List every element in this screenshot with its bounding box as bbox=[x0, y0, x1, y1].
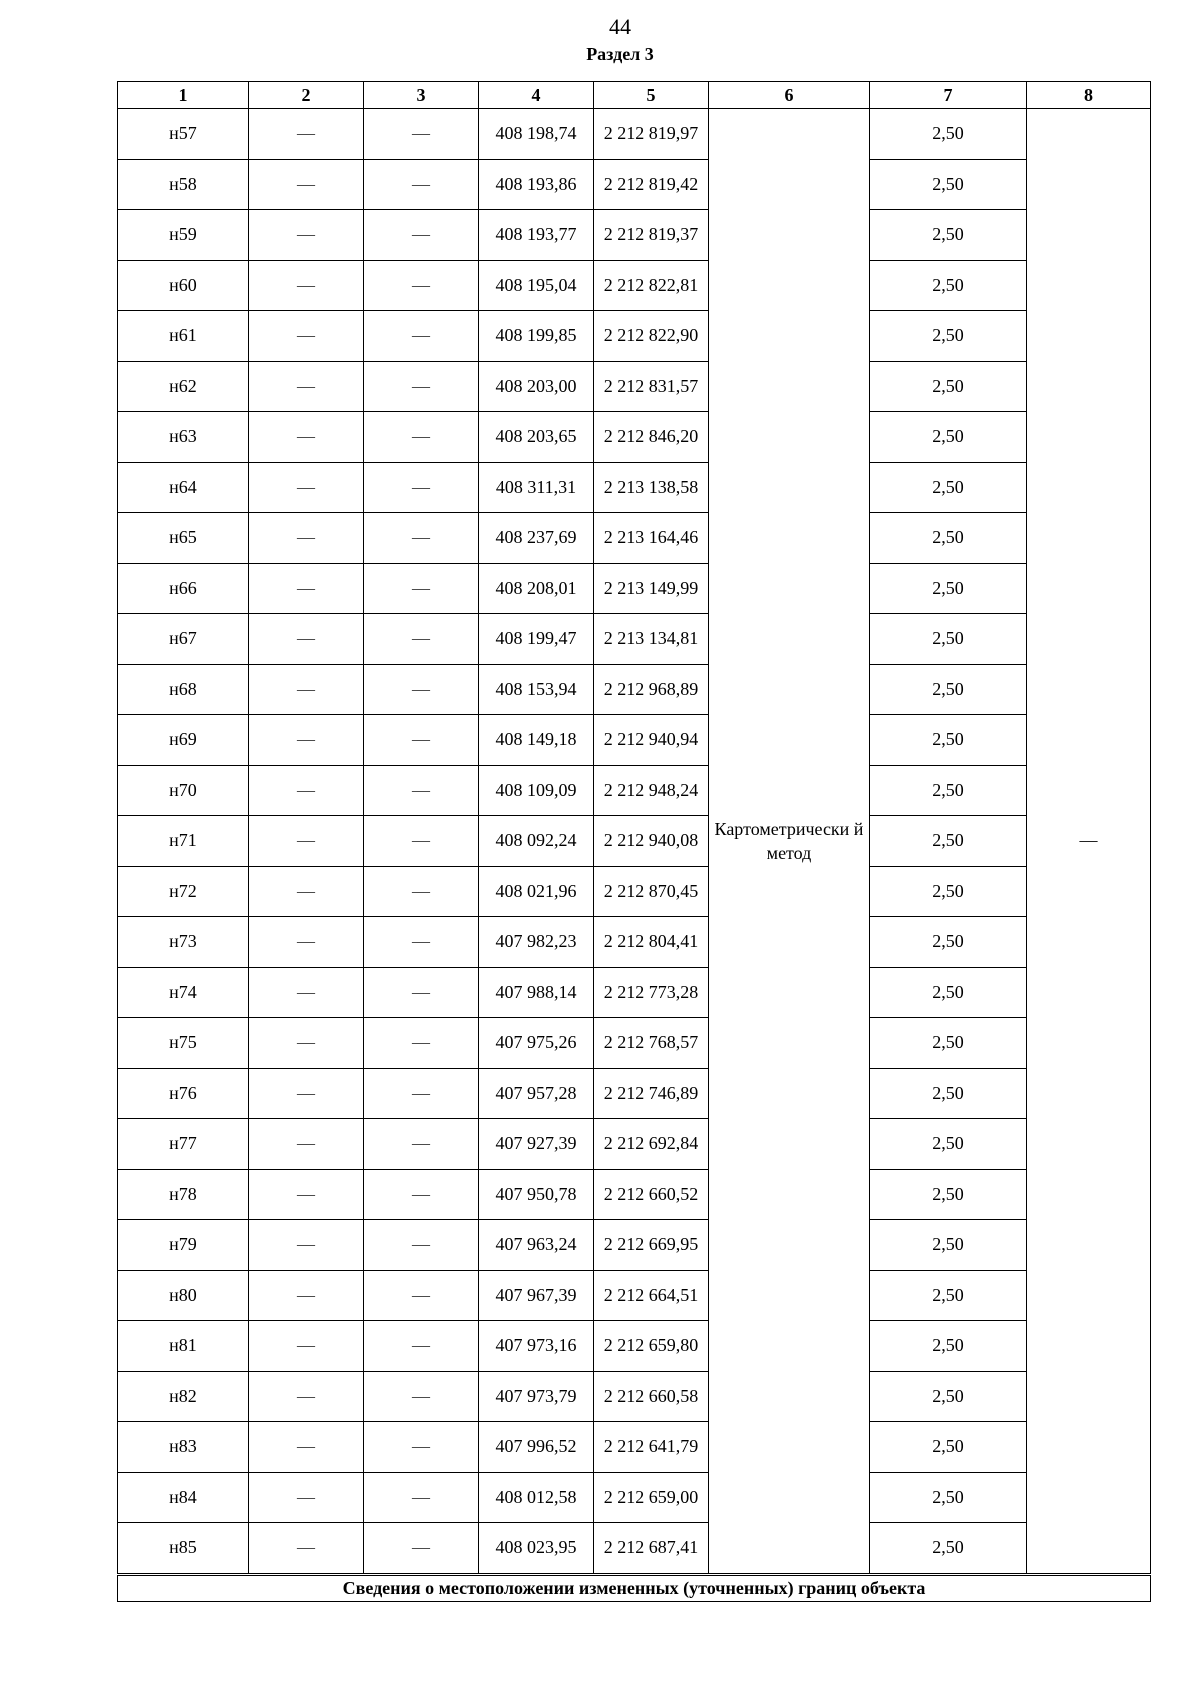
accuracy-cell: 2,50 bbox=[870, 1018, 1027, 1069]
col2-dash-cell: — bbox=[249, 866, 364, 917]
col3-dash-cell: — bbox=[364, 311, 479, 362]
accuracy-cell: 2,50 bbox=[870, 1169, 1027, 1220]
coord-y-cell: 2 212 948,24 bbox=[594, 765, 709, 816]
table-row bbox=[118, 1321, 1151, 1372]
coord-y-cell: 2 212 846,20 bbox=[594, 412, 709, 463]
column-header-4: 4 bbox=[479, 82, 594, 109]
coord-x-cell: 408 311,31 bbox=[479, 462, 594, 513]
col3-dash-cell: — bbox=[364, 563, 479, 614]
point-id-cell: н73 bbox=[118, 917, 249, 968]
coord-y-cell: 2 212 940,94 bbox=[594, 715, 709, 766]
table-row bbox=[118, 361, 1151, 412]
col2-dash-cell: — bbox=[249, 513, 364, 564]
table-row bbox=[118, 1068, 1151, 1119]
col3-dash-cell: — bbox=[364, 361, 479, 412]
col2-dash-cell: — bbox=[249, 109, 364, 160]
coord-x-cell: 408 237,69 bbox=[479, 513, 594, 564]
col3-dash-cell: — bbox=[364, 210, 479, 261]
table-body bbox=[118, 109, 1151, 1575]
accuracy-cell: 2,50 bbox=[870, 967, 1027, 1018]
accuracy-cell: 2,50 bbox=[870, 1270, 1027, 1321]
coordinates-table bbox=[117, 81, 1151, 1602]
accuracy-cell: 2,50 bbox=[870, 866, 1027, 917]
point-id-cell: н67 bbox=[118, 614, 249, 665]
col3-dash-cell: — bbox=[364, 614, 479, 665]
col2-dash-cell: — bbox=[249, 715, 364, 766]
accuracy-cell: 2,50 bbox=[870, 563, 1027, 614]
coord-x-cell: 407 988,14 bbox=[479, 967, 594, 1018]
table-row bbox=[118, 866, 1151, 917]
col3-dash-cell: — bbox=[364, 109, 479, 160]
coord-y-cell: 2 212 940,08 bbox=[594, 816, 709, 867]
table-row bbox=[118, 917, 1151, 968]
coord-x-cell: 407 973,79 bbox=[479, 1371, 594, 1422]
coord-x-cell: 408 109,09 bbox=[479, 765, 594, 816]
col2-dash-cell: — bbox=[249, 1220, 364, 1271]
col2-dash-cell: — bbox=[249, 412, 364, 463]
footer-row bbox=[118, 1574, 1151, 1601]
coord-y-cell: 2 212 819,42 bbox=[594, 159, 709, 210]
accuracy-cell: 2,50 bbox=[870, 1523, 1027, 1575]
header-row bbox=[118, 82, 1151, 109]
table-row bbox=[118, 1220, 1151, 1271]
coord-y-cell: 2 212 768,57 bbox=[594, 1018, 709, 1069]
coord-x-cell: 408 023,95 bbox=[479, 1523, 594, 1575]
col3-dash-cell: — bbox=[364, 1371, 479, 1422]
table-row bbox=[118, 311, 1151, 362]
point-id-cell: н59 bbox=[118, 210, 249, 261]
accuracy-cell: 2,50 bbox=[870, 1472, 1027, 1523]
table-row bbox=[118, 1119, 1151, 1170]
col3-dash-cell: — bbox=[364, 917, 479, 968]
table-row bbox=[118, 1472, 1151, 1523]
coord-y-cell: 2 212 831,57 bbox=[594, 361, 709, 412]
coord-y-cell: 2 212 819,37 bbox=[594, 210, 709, 261]
col2-dash-cell: — bbox=[249, 159, 364, 210]
col3-dash-cell: — bbox=[364, 1321, 479, 1372]
accuracy-cell: 2,50 bbox=[870, 917, 1027, 968]
coord-y-cell: 2 212 822,81 bbox=[594, 260, 709, 311]
coord-y-cell: 2 212 804,41 bbox=[594, 917, 709, 968]
col2-dash-cell: — bbox=[249, 462, 364, 513]
coord-y-cell: 2 212 819,97 bbox=[594, 109, 709, 160]
table-row bbox=[118, 614, 1151, 665]
col2-dash-cell: — bbox=[249, 1270, 364, 1321]
accuracy-cell: 2,50 bbox=[870, 311, 1027, 362]
table-row bbox=[118, 1371, 1151, 1422]
col3-dash-cell: — bbox=[364, 866, 479, 917]
point-id-cell: н82 bbox=[118, 1371, 249, 1422]
accuracy-cell: 2,50 bbox=[870, 765, 1027, 816]
col2-dash-cell: — bbox=[249, 210, 364, 261]
coord-y-cell: 2 212 641,79 bbox=[594, 1422, 709, 1473]
coord-y-cell: 2 212 659,00 bbox=[594, 1472, 709, 1523]
col2-dash-cell: — bbox=[249, 1068, 364, 1119]
coord-x-cell: 407 967,39 bbox=[479, 1270, 594, 1321]
col2-dash-cell: — bbox=[249, 1371, 364, 1422]
section-title: Раздел 3 bbox=[586, 44, 654, 64]
col3-dash-cell: — bbox=[364, 664, 479, 715]
coord-y-cell: 2 212 660,58 bbox=[594, 1371, 709, 1422]
col2-dash-cell: — bbox=[249, 664, 364, 715]
col3-dash-cell: — bbox=[364, 816, 479, 867]
column-header-7: 7 bbox=[870, 82, 1027, 109]
accuracy-cell: 2,50 bbox=[870, 816, 1027, 867]
col3-dash-cell: — bbox=[364, 1018, 479, 1069]
table-row bbox=[118, 816, 1151, 867]
col2-dash-cell: — bbox=[249, 1472, 364, 1523]
point-id-cell: н77 bbox=[118, 1119, 249, 1170]
col3-dash-cell: — bbox=[364, 513, 479, 564]
coord-x-cell: 408 199,47 bbox=[479, 614, 594, 665]
coord-x-cell: 408 193,86 bbox=[479, 159, 594, 210]
coord-x-cell: 408 092,24 bbox=[479, 816, 594, 867]
coord-y-cell: 2 213 164,46 bbox=[594, 513, 709, 564]
coord-x-cell: 408 153,94 bbox=[479, 664, 594, 715]
col3-dash-cell: — bbox=[364, 1119, 479, 1170]
accuracy-cell: 2,50 bbox=[870, 1422, 1027, 1473]
col3-dash-cell: — bbox=[364, 260, 479, 311]
table-row bbox=[118, 967, 1151, 1018]
coord-x-cell: 408 149,18 bbox=[479, 715, 594, 766]
coord-x-cell: 407 973,16 bbox=[479, 1321, 594, 1372]
col3-dash-cell: — bbox=[364, 967, 479, 1018]
accuracy-cell: 2,50 bbox=[870, 664, 1027, 715]
accuracy-cell: 2,50 bbox=[870, 260, 1027, 311]
accuracy-cell: 2,50 bbox=[870, 1220, 1027, 1271]
accuracy-cell: 2,50 bbox=[870, 159, 1027, 210]
col3-dash-cell: — bbox=[364, 1270, 479, 1321]
point-id-cell: н71 bbox=[118, 816, 249, 867]
col2-dash-cell: — bbox=[249, 1119, 364, 1170]
col3-dash-cell: — bbox=[364, 1169, 479, 1220]
point-id-cell: н68 bbox=[118, 664, 249, 715]
col2-dash-cell: — bbox=[249, 917, 364, 968]
coord-y-cell: 2 212 968,89 bbox=[594, 664, 709, 715]
coord-x-cell: 408 012,58 bbox=[479, 1472, 594, 1523]
col2-dash-cell: — bbox=[249, 765, 364, 816]
coord-x-cell: 408 021,96 bbox=[479, 866, 594, 917]
coord-x-cell: 408 203,00 bbox=[479, 361, 594, 412]
coord-y-cell: 2 212 692,84 bbox=[594, 1119, 709, 1170]
table-row bbox=[118, 260, 1151, 311]
table-row bbox=[118, 1523, 1151, 1575]
point-id-cell: н70 bbox=[118, 765, 249, 816]
coord-y-cell: 2 212 660,52 bbox=[594, 1169, 709, 1220]
accuracy-cell: 2,50 bbox=[870, 715, 1027, 766]
accuracy-cell: 2,50 bbox=[870, 1321, 1027, 1372]
col3-dash-cell: — bbox=[364, 1220, 479, 1271]
col2-dash-cell: — bbox=[249, 614, 364, 665]
point-id-cell: н69 bbox=[118, 715, 249, 766]
table-row bbox=[118, 1018, 1151, 1069]
coord-x-cell: 407 927,39 bbox=[479, 1119, 594, 1170]
col2-dash-cell: — bbox=[249, 563, 364, 614]
coord-y-cell: 2 213 149,99 bbox=[594, 563, 709, 614]
coord-x-cell: 407 982,23 bbox=[479, 917, 594, 968]
coord-y-cell: 2 212 669,95 bbox=[594, 1220, 709, 1271]
col8-cell: — bbox=[1027, 109, 1151, 1575]
column-header-2: 2 bbox=[249, 82, 364, 109]
table-row bbox=[118, 462, 1151, 513]
coord-x-cell: 407 957,28 bbox=[479, 1068, 594, 1119]
col3-dash-cell: — bbox=[364, 159, 479, 210]
col3-dash-cell: — bbox=[364, 462, 479, 513]
accuracy-cell: 2,50 bbox=[870, 462, 1027, 513]
coord-x-cell: 407 950,78 bbox=[479, 1169, 594, 1220]
coord-y-cell: 2 213 134,81 bbox=[594, 614, 709, 665]
accuracy-cell: 2,50 bbox=[870, 109, 1027, 160]
table-row bbox=[118, 1422, 1151, 1473]
table-row bbox=[118, 563, 1151, 614]
col2-dash-cell: — bbox=[249, 1169, 364, 1220]
table-row bbox=[118, 210, 1151, 261]
point-id-cell: н65 bbox=[118, 513, 249, 564]
coord-x-cell: 408 195,04 bbox=[479, 260, 594, 311]
table-row bbox=[118, 412, 1151, 463]
coord-x-cell: 407 975,26 bbox=[479, 1018, 594, 1069]
coord-y-cell: 2 212 659,80 bbox=[594, 1321, 709, 1372]
point-id-cell: н60 bbox=[118, 260, 249, 311]
table-row bbox=[118, 1169, 1151, 1220]
point-id-cell: н74 bbox=[118, 967, 249, 1018]
coord-x-cell: 408 198,74 bbox=[479, 109, 594, 160]
table-row bbox=[118, 664, 1151, 715]
method-cell: Картометрически й метод bbox=[709, 109, 870, 1575]
column-header-8: 8 bbox=[1027, 82, 1151, 109]
col2-dash-cell: — bbox=[249, 816, 364, 867]
col3-dash-cell: — bbox=[364, 1068, 479, 1119]
table-row bbox=[118, 513, 1151, 564]
point-id-cell: н76 bbox=[118, 1068, 249, 1119]
table-row bbox=[118, 765, 1151, 816]
point-id-cell: н62 bbox=[118, 361, 249, 412]
accuracy-cell: 2,50 bbox=[870, 210, 1027, 261]
point-id-cell: н63 bbox=[118, 412, 249, 463]
col3-dash-cell: — bbox=[364, 412, 479, 463]
table-row bbox=[118, 715, 1151, 766]
point-id-cell: н84 bbox=[118, 1472, 249, 1523]
page-number: 44 bbox=[609, 14, 631, 39]
accuracy-cell: 2,50 bbox=[870, 361, 1027, 412]
accuracy-cell: 2,50 bbox=[870, 1371, 1027, 1422]
coord-x-cell: 407 963,24 bbox=[479, 1220, 594, 1271]
column-header-1: 1 bbox=[118, 82, 249, 109]
table-row bbox=[118, 159, 1151, 210]
col3-dash-cell: — bbox=[364, 1523, 479, 1575]
coord-x-cell: 408 208,01 bbox=[479, 563, 594, 614]
table-footer-caption: Сведения о местоположении измененных (уточненных) границ объекта bbox=[118, 1574, 1151, 1601]
point-id-cell: н61 bbox=[118, 311, 249, 362]
column-header-5: 5 bbox=[594, 82, 709, 109]
coord-x-cell: 408 193,77 bbox=[479, 210, 594, 261]
col3-dash-cell: — bbox=[364, 765, 479, 816]
col2-dash-cell: — bbox=[249, 1422, 364, 1473]
col2-dash-cell: — bbox=[249, 967, 364, 1018]
coord-y-cell: 2 212 822,90 bbox=[594, 311, 709, 362]
point-id-cell: н78 bbox=[118, 1169, 249, 1220]
col2-dash-cell: — bbox=[249, 1523, 364, 1575]
point-id-cell: н83 bbox=[118, 1422, 249, 1473]
col3-dash-cell: — bbox=[364, 1422, 479, 1473]
coord-y-cell: 2 212 687,41 bbox=[594, 1523, 709, 1575]
point-id-cell: н85 bbox=[118, 1523, 249, 1575]
coord-y-cell: 2 212 773,28 bbox=[594, 967, 709, 1018]
point-id-cell: н81 bbox=[118, 1321, 249, 1372]
col2-dash-cell: — bbox=[249, 1018, 364, 1069]
coord-y-cell: 2 212 870,45 bbox=[594, 866, 709, 917]
point-id-cell: н64 bbox=[118, 462, 249, 513]
coord-x-cell: 407 996,52 bbox=[479, 1422, 594, 1473]
point-id-cell: н66 bbox=[118, 563, 249, 614]
col2-dash-cell: — bbox=[249, 260, 364, 311]
accuracy-cell: 2,50 bbox=[870, 1068, 1027, 1119]
coord-y-cell: 2 212 746,89 bbox=[594, 1068, 709, 1119]
table-header bbox=[118, 82, 1151, 109]
accuracy-cell: 2,50 bbox=[870, 1119, 1027, 1170]
point-id-cell: н79 bbox=[118, 1220, 249, 1271]
point-id-cell: н72 bbox=[118, 866, 249, 917]
column-header-3: 3 bbox=[364, 82, 479, 109]
accuracy-cell: 2,50 bbox=[870, 412, 1027, 463]
col2-dash-cell: — bbox=[249, 311, 364, 362]
col2-dash-cell: — bbox=[249, 361, 364, 412]
accuracy-cell: 2,50 bbox=[870, 513, 1027, 564]
column-header-6: 6 bbox=[709, 82, 870, 109]
accuracy-cell: 2,50 bbox=[870, 614, 1027, 665]
table-row bbox=[118, 109, 1151, 160]
point-id-cell: н75 bbox=[118, 1018, 249, 1069]
table-row bbox=[118, 1270, 1151, 1321]
coord-y-cell: 2 212 664,51 bbox=[594, 1270, 709, 1321]
coord-x-cell: 408 203,65 bbox=[479, 412, 594, 463]
col3-dash-cell: — bbox=[364, 1472, 479, 1523]
point-id-cell: н58 bbox=[118, 159, 249, 210]
col3-dash-cell: — bbox=[364, 715, 479, 766]
col2-dash-cell: — bbox=[249, 1321, 364, 1372]
coord-y-cell: 2 213 138,58 bbox=[594, 462, 709, 513]
point-id-cell: н80 bbox=[118, 1270, 249, 1321]
coord-x-cell: 408 199,85 bbox=[479, 311, 594, 362]
point-id-cell: н57 bbox=[118, 109, 249, 160]
